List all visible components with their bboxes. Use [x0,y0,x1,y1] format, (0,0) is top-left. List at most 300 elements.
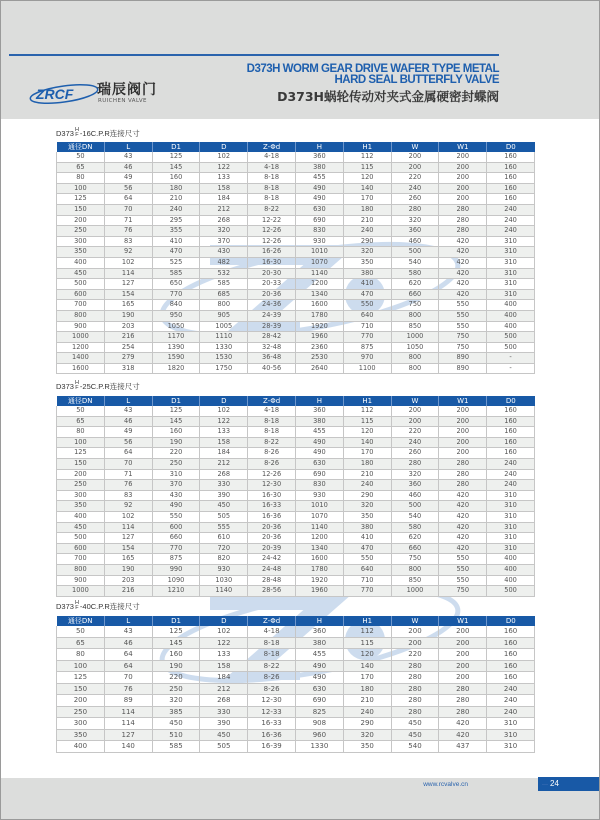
table-cell: 1000 [391,332,439,343]
table-cell: 184 [200,448,248,459]
spec-table-40c [56,616,535,753]
table-cell: 500 [487,342,535,353]
table-cell: 1820 [152,363,200,374]
table-cell: 320 [200,226,248,237]
table-row [57,152,535,162]
table-cell: 49 [104,173,152,184]
column-header: L [104,616,152,626]
table-cell: 83 [104,490,152,501]
table-cell: 200 [57,469,105,480]
table-cell: 290 [343,718,391,730]
table-row [57,649,535,661]
table-cell: 660 [391,289,439,300]
table-cell: 490 [295,672,343,684]
table-cell: 420 [439,543,487,554]
table-cell: 180 [343,204,391,215]
table-cell: 122 [200,416,248,427]
table-cell: 250 [152,683,200,695]
column-header: D1 [152,142,200,152]
table-cell: 4-18 [248,626,296,637]
table-cell: 700 [57,300,105,311]
table-cell: 500 [57,533,105,544]
logo-text: ZRCF [36,86,74,102]
table-cell: 200 [391,416,439,427]
table-cell: 280 [391,706,439,718]
table-cell: 260 [391,194,439,205]
table-cell: 160 [487,637,535,649]
table-cell: 455 [295,427,343,438]
table-cell: 12-33 [248,706,296,718]
table-cell: 400 [487,564,535,575]
table-cell: 830 [295,226,343,237]
column-header: Z-Φd [248,396,296,406]
table-cell: 200 [391,406,439,416]
table-row [57,729,535,741]
caption-sup: H [74,379,79,386]
table-cell: 540 [391,257,439,268]
table-cell: 510 [152,729,200,741]
table-header-row [57,616,535,626]
table-cell: 350 [57,247,105,258]
table-cell: 1005 [200,321,248,332]
table-cell: 1780 [295,310,343,321]
table-caption-16c [56,128,140,140]
table-cell: 420 [439,490,487,501]
table-row [57,332,535,343]
table-cell: 240 [487,215,535,226]
table-cell: 460 [391,236,439,247]
table-cell: 240 [343,480,391,491]
table-cell: 80 [57,649,105,661]
table-cell: 420 [439,729,487,741]
caption-suffix: -40C.P.R连接尺寸 [79,602,140,611]
table-cell: 200 [439,194,487,205]
table-cell: 380 [343,522,391,533]
table-cell: 630 [295,458,343,469]
table-cell: 470 [343,289,391,300]
table-cell: 1400 [57,353,105,364]
table-cell: 160 [152,173,200,184]
table-cell: 550 [439,575,487,586]
table-cell: 115 [343,637,391,649]
caption-fraction [75,601,79,612]
table-cell: 320 [152,695,200,707]
table-row [57,741,535,753]
table-cell: 127 [104,533,152,544]
table-cell: 280 [391,458,439,469]
table-cell: 450 [200,501,248,512]
table-cell: 420 [439,268,487,279]
table-cell: 24-36 [248,300,296,311]
table-row [57,448,535,459]
table-cell: 455 [295,173,343,184]
table-cell: 240 [487,204,535,215]
spec-table-25c [56,396,535,597]
table-cell: 875 [343,342,391,353]
table-cell: 660 [152,533,200,544]
page-number: 24 [538,777,599,791]
product-title-en-line2: HARD SEAL BUTTERFLY VALVE [334,74,499,86]
company-logo [28,82,100,106]
table-cell: 875 [152,554,200,565]
table-cell: 145 [152,416,200,427]
table-cell: 370 [152,480,200,491]
table-cell: 690 [295,215,343,226]
column-header: H [295,142,343,152]
column-header: D1 [152,616,200,626]
table-cell: 160 [487,162,535,173]
table-cell: 320 [343,501,391,512]
table-cell: 640 [343,310,391,321]
table-cell: 450 [152,718,200,730]
table-cell: 133 [200,173,248,184]
table-cell: 24-42 [248,554,296,565]
table-row [57,416,535,427]
table-cell: 212 [200,458,248,469]
caption-fraction [75,128,79,139]
table-cell: 400 [487,575,535,586]
table-cell: 12-30 [248,695,296,707]
table-cell: 500 [487,586,535,597]
table-cell: 280 [439,458,487,469]
table-cell: 350 [343,257,391,268]
table-row [57,173,535,184]
table-row [57,406,535,416]
caption-suffix: -16C.P.R连接尺寸 [79,129,140,138]
table-cell: 114 [104,268,152,279]
table-cell: 900 [57,321,105,332]
table-cell: 100 [57,183,105,194]
table-header-row [57,396,535,406]
table-cell: 360 [295,626,343,637]
table-cell: 115 [343,416,391,427]
table-cell: 905 [200,310,248,321]
table-cell: 420 [439,247,487,258]
table-cell: 820 [200,554,248,565]
table-cell: 430 [200,247,248,258]
table-cell: 550 [439,321,487,332]
table-cell: 240 [391,437,439,448]
table-cell: 1010 [295,501,343,512]
table-cell: 240 [487,469,535,480]
table-cell: 800 [57,564,105,575]
table-cell: 268 [200,469,248,480]
table-cell: 200 [391,162,439,173]
table-cell: 470 [343,543,391,554]
table-cell: 2360 [295,342,343,353]
table-cell: 268 [200,215,248,226]
table-cell: 240 [487,695,535,707]
table-cell: 1140 [200,586,248,597]
table-cell: 720 [200,543,248,554]
table-cell: 1170 [152,332,200,343]
table-cell: 200 [439,173,487,184]
caption-prefix: D373 [56,602,74,611]
column-header: D [200,142,248,152]
table-cell: 420 [439,533,487,544]
table-cell: 125 [152,626,200,637]
table-cell: 64 [104,448,152,459]
column-header: H1 [343,616,391,626]
table-cell: 12-30 [248,480,296,491]
table-cell: 125 [152,406,200,416]
table-cell: 140 [343,660,391,672]
column-header: W1 [439,396,487,406]
table-row [57,480,535,491]
table-cell: 112 [343,626,391,637]
table-cell: 200 [439,637,487,649]
table-cell: 8-22 [248,204,296,215]
table-cell: 49 [104,427,152,438]
table-cell: 150 [57,683,105,695]
table-cell: 550 [439,554,487,565]
column-header: W [391,396,439,406]
table-cell: 125 [152,152,200,162]
table-cell: 210 [343,215,391,226]
table-cell: 212 [200,683,248,695]
table-cell: 140 [343,437,391,448]
table-cell: 1600 [57,363,105,374]
table-cell: 690 [295,695,343,707]
table-cell: 200 [439,672,487,684]
table-cell: 360 [391,226,439,237]
table-cell: 1110 [200,332,248,343]
table-cell: 1050 [152,321,200,332]
table-cell: 12-26 [248,469,296,480]
table-cell: 1140 [295,268,343,279]
table-cell: 145 [152,637,200,649]
table-cell: 800 [391,353,439,364]
table-cell: 212 [200,204,248,215]
brand-name-en: RUICHEN VALVE [98,98,147,104]
table-cell: 580 [391,522,439,533]
table-cell: 750 [391,300,439,311]
table-cell: 28-48 [248,575,296,586]
table-cell: 370 [200,236,248,247]
table-cell: 127 [104,729,152,741]
table-row [57,183,535,194]
table-cell: 350 [343,511,391,522]
table-cell: 210 [343,469,391,480]
table-cell: 89 [104,695,152,707]
table-cell: 220 [391,427,439,438]
table-cell: 1140 [295,522,343,533]
table-cell: 280 [391,204,439,215]
table-cell: 540 [391,511,439,522]
table-cell: 220 [391,173,439,184]
column-header: H1 [343,396,391,406]
table-cell: 310 [152,469,200,480]
table-cell: 80 [57,427,105,438]
table-cell: 360 [295,406,343,416]
table-cell: 70 [104,458,152,469]
table-cell: 24-39 [248,310,296,321]
table-cell: 145 [152,162,200,173]
table-row [57,564,535,575]
table-cell: 8-26 [248,683,296,695]
table-cell: 830 [295,480,343,491]
table-cell: 930 [200,564,248,575]
table-cell: 160 [487,672,535,684]
table-cell: 490 [152,501,200,512]
table-cell: 490 [295,437,343,448]
table-cell: 770 [343,586,391,597]
table-cell: 4-18 [248,162,296,173]
table-cell: 770 [343,332,391,343]
table-cell: 240 [152,204,200,215]
table-cell: 12-26 [248,236,296,247]
table-cell: 240 [487,226,535,237]
table-cell: 400 [487,300,535,311]
table-cell: 8-18 [248,173,296,184]
table-cell: 1200 [57,342,105,353]
table-cell: 20-36 [248,522,296,533]
table-cell: 490 [295,660,343,672]
table-cell: 160 [487,416,535,427]
table-cell: 550 [343,554,391,565]
table-cell: 295 [152,215,200,226]
table-cell: 410 [152,236,200,247]
table-cell: 83 [104,236,152,247]
table-cell: 310 [487,257,535,268]
table-cell: 160 [487,437,535,448]
table-cell: 280 [391,695,439,707]
table-cell: 240 [487,683,535,695]
table-cell: 65 [57,416,105,427]
table-cell: 250 [57,480,105,491]
table-cell: 200 [439,448,487,459]
table-cell: 400 [57,257,105,268]
spec-table-16c [56,142,535,374]
column-header: L [104,142,152,152]
table-cell: 120 [343,427,391,438]
table-cell: 36-48 [248,353,296,364]
table-cell: 200 [57,695,105,707]
table-cell: 908 [295,718,343,730]
table-cell: 180 [343,683,391,695]
caption-sup: H [74,126,79,133]
table-cell: 300 [57,490,105,501]
table-cell: 550 [152,511,200,522]
table-cell: 890 [439,363,487,374]
table-cell: 200 [439,437,487,448]
table-cell: 240 [487,458,535,469]
caption-sub: F [75,132,79,139]
column-header: H1 [343,142,391,152]
table-header-row [57,142,535,152]
table-cell: 46 [104,416,152,427]
table-cell: 8-18 [248,649,296,661]
table-cell: 710 [343,321,391,332]
table-cell: 1600 [295,554,343,565]
table-row [57,215,535,226]
table-cell: 180 [152,183,200,194]
table-cell: 92 [104,501,152,512]
table-cell: 970 [343,353,391,364]
website-link[interactable]: www.rcvalve.cn [423,781,468,788]
table-cell: 120 [343,173,391,184]
table-cell: 140 [104,741,152,753]
table-cell: 420 [439,522,487,533]
table-cell: 640 [343,564,391,575]
table-cell: 1090 [152,575,200,586]
table-row [57,247,535,258]
table-cell: 450 [57,268,105,279]
table-cell: 390 [200,490,248,501]
table-cell: 1200 [295,279,343,290]
caption-sub: F [75,605,79,612]
table-cell: 800 [391,564,439,575]
table-cell: 184 [200,194,248,205]
table-cell: 16-36 [248,729,296,741]
table-cell: 250 [57,706,105,718]
table-cell: 420 [439,289,487,300]
table-cell: 46 [104,162,152,173]
table-cell: 160 [487,626,535,637]
table-cell: 505 [200,741,248,753]
table-cell: 28-42 [248,332,296,343]
column-header: W1 [439,142,487,152]
table-cell: 16-33 [248,718,296,730]
table-cell: 260 [391,448,439,459]
table-cell: 990 [152,564,200,575]
table-cell: - [487,363,535,374]
table-cell: 1340 [295,289,343,300]
table-cell: 460 [391,490,439,501]
table-cell: 240 [487,706,535,718]
table-cell: 240 [487,480,535,491]
table-cell: 455 [295,649,343,661]
table-cell: 500 [391,501,439,512]
table-cell: 200 [439,626,487,637]
table-cell: 8-26 [248,458,296,469]
table-cell: 420 [439,236,487,247]
table-cell: 154 [104,289,152,300]
table-row [57,353,535,364]
table-cell: 1050 [391,342,439,353]
table-cell: 380 [295,162,343,173]
table-cell: 280 [391,672,439,684]
table-cell: 200 [57,215,105,226]
table-cell: 160 [487,173,535,184]
table-cell: 280 [439,695,487,707]
table-cell: 165 [104,300,152,311]
table-cell: 28-56 [248,586,296,597]
table-cell: 585 [200,279,248,290]
table-row [57,660,535,672]
table-row [57,458,535,469]
table-cell: 1100 [343,363,391,374]
table-cell: 750 [439,332,487,343]
table-row [57,363,535,374]
table-cell: 750 [391,554,439,565]
table-cell: 120 [343,649,391,661]
table-cell: 200 [439,660,487,672]
table-cell: 620 [391,279,439,290]
brand-name-cn: 瑞辰阀门 [97,82,157,98]
table-cell: 450 [391,718,439,730]
table-cell: 500 [487,332,535,343]
table-cell: 1070 [295,511,343,522]
table-cell: 125 [57,194,105,205]
table-cell: 200 [391,152,439,162]
table-cell: 1000 [391,586,439,597]
table-cell: 750 [439,342,487,353]
table-cell: 482 [200,257,248,268]
table-cell: 158 [200,437,248,448]
table-cell: 320 [391,215,439,226]
table-cell: 490 [295,194,343,205]
